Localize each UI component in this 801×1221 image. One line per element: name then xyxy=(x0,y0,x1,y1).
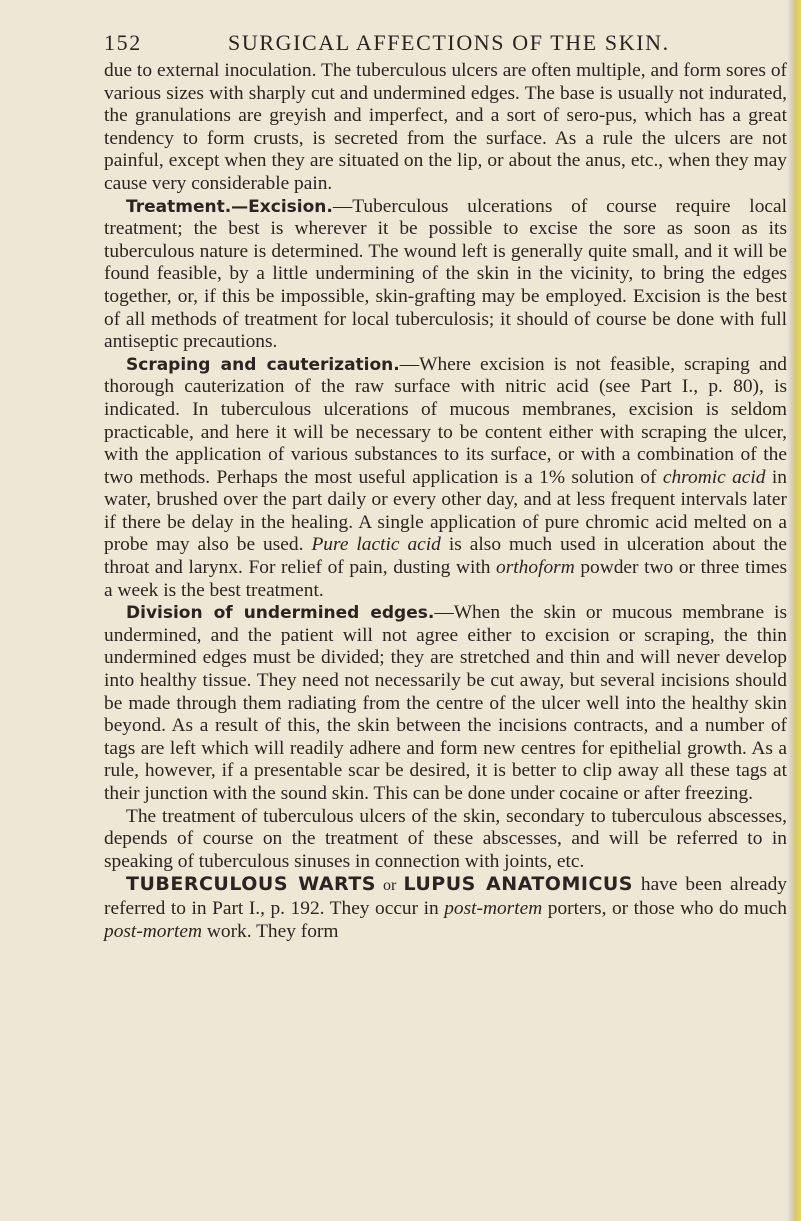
running-title: SURGICAL AFFECTIONS OF THE SKIN. xyxy=(228,30,670,55)
lactic-acid-term: Pure lactic acid xyxy=(311,534,441,556)
page-number: 152 xyxy=(104,30,142,55)
scraping-text-2: in water, brushed over the part daily or every other day, and at less frequent intervals later if there be delay in the healing. A single application of pure chromic acid melted on a probe may also be used. xyxy=(104,466,787,556)
heading-division: Division of undermined edges. xyxy=(126,603,435,624)
paragraph-treatment xyxy=(104,196,787,354)
orthoform-term: orthoform xyxy=(496,557,575,579)
heading-tuberculous-warts: TUBERCULOUS WARTS xyxy=(126,873,376,896)
paragraph-division xyxy=(104,602,787,805)
heading-lupus-anatomicus: LUPUS ANATOMICUS xyxy=(403,873,633,896)
page-edge xyxy=(787,0,801,1221)
post-mortem-term-2: post-mortem xyxy=(104,920,203,942)
scraping-text-3: is also much used in ulceration about the throat and larynx. For relief of pain, dusting with xyxy=(104,534,788,579)
warts-text-1: have been already referred to in Part I., p. 192. They occur in xyxy=(104,874,788,919)
running-header xyxy=(104,30,724,58)
warts-text-2: porters, or those who do much xyxy=(542,897,787,919)
or-word: or xyxy=(375,877,404,895)
post-mortem-term-1: post-mortem xyxy=(444,897,543,919)
paragraph-treatment-text: —Tuberculous ulcerations of course require local treatment; the best is wherever it be possible to excise the sore as soon as its tuberculous nature is determined. The wound left is generally quite small, and it will be found feasible, by a little undermining of the skin in the vicinity, to bring the edges together, or, if this be impossible, skin-grafting may be employed. Excision is the best of all methods of treatment for local tuberculosis; it should of course be done with full antiseptic precautions. xyxy=(104,195,787,353)
division-text: —When the skin or mucous membrane is undermined, and the patient will not agree either to excision or scraping, the thin undermined edges must be divided; they are stretched and thin and will never develop into healthy tissue. They need not necessarily be cut away, but several incisions should be made through them radiating from the centre of the ulcer well into the healthy skin beyond. As a result of this, the skin between the incisions contracts, and a number of tags are left which will readily adhere and form new centres for epithelial growth. As a rule, however, if a presentable scar be desired, it is better to clip away all these tags at their junction with the sound skin. This can be done under cocaine or after freezing. xyxy=(104,602,787,804)
body-text xyxy=(104,60,787,943)
warts-text-3: work. They form xyxy=(202,920,339,942)
heading-treatment-excision: Treatment.—Excision. xyxy=(126,196,333,217)
paragraph-1: due to external inoculation. The tuberculous ulcers are often multiple, and form sores of various sizes with sharply cut and undermined edges. The base is usually not indurated, the granulations are greyish and imperfect, and a sort of sero-pus, which has a great tendency to form crusts, is secreted from the surface. As a rule the ulcers are not painful, except when they are situated on the lip, or about the anus, etc., when they may cause very considerable pain. xyxy=(104,60,787,194)
paragraph-warts xyxy=(104,873,787,943)
paragraph-scraping xyxy=(104,354,787,603)
chromic-acid-term: chromic acid xyxy=(662,466,766,488)
paragraph-secondary: The treatment of tuberculous ulcers of the skin, secondary to tuberculous abscesses, depends of course on the treatment of these abscesses, and will be referred to in speaking of tuberculous sinuses in connection with joints, etc. xyxy=(104,805,787,872)
scraping-text-1: —Where excision is not feasible, scraping and thorough cauterization of the raw surface with nitric acid (see Part I., p. 80), is indicated. In tuberculous ulcerations of mucous membranes, excision is seldom practicable, and here it will be necessary to be content either with scraping the ulcer, with the application of various substances to its surface, or with a combination of the two methods. Perhaps the most useful application is a 1% solution of xyxy=(104,353,787,488)
heading-scraping: Scraping and cauterization. xyxy=(126,354,400,375)
scraping-text-4: powder two or three times a week is the best treatment. xyxy=(104,557,787,601)
